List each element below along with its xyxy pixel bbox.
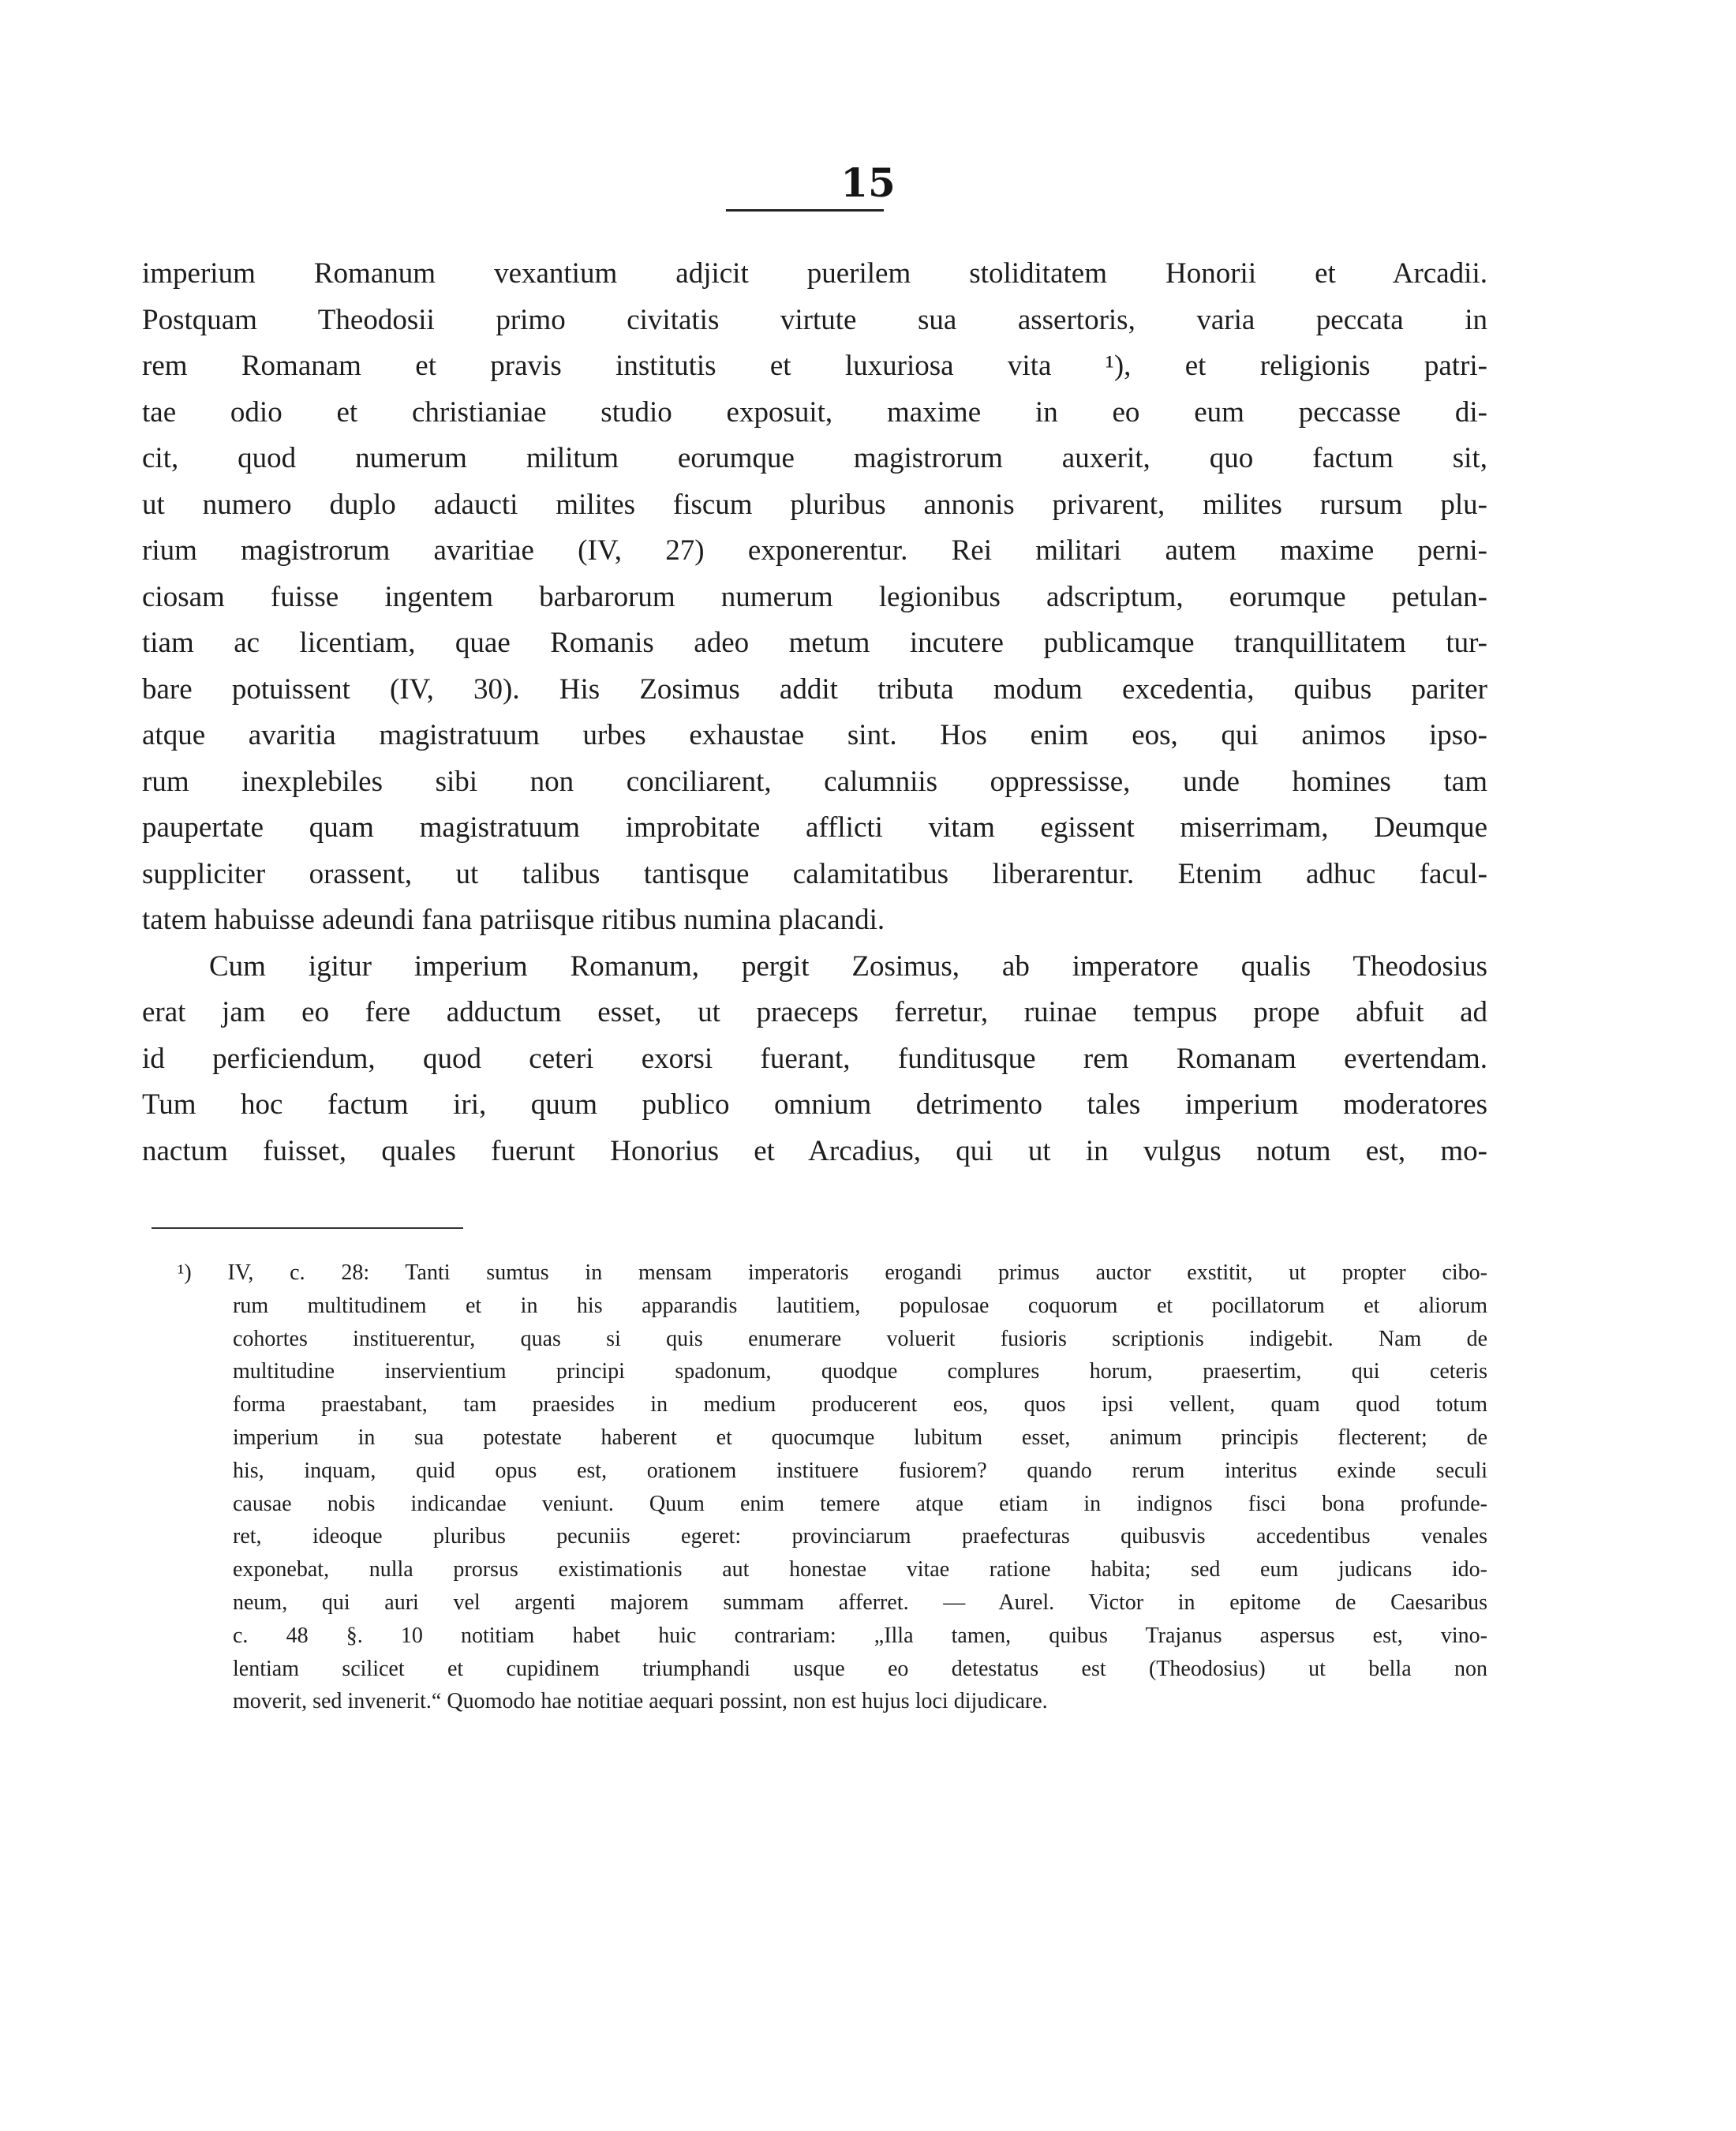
footnote-line: rum multitudinem et in his apparandis lautitiem, populosae coquorum et pocillatorum et aliorum [233, 1293, 1487, 1318]
text-line: bare potuissent (IV, 30). His Zosimus addit tributa modum excedentia, quibus pariter [142, 672, 1487, 706]
text-line: rem Romanam et pravis institutis et luxuriosa vita ¹), et religionis patri- [142, 350, 1487, 382]
page-number-rule [726, 209, 884, 212]
footnote-line: ¹) IV, c. 28: Tanti sumtus in mensam imperatoris erogandi primus auctor exstitit, ut propter cibo- [178, 1260, 1487, 1285]
footnote-line: imperium in sua potestate haberent et quocumque lubitum esset, animum principis flecterent; de [233, 1425, 1487, 1450]
page-number: 15 [840, 159, 896, 206]
text-line: rium magistrorum avaritiae (IV, 27) exponerentur. Rei militari autem maxime perni- [142, 534, 1487, 567]
text-line: erat jam eo fere adductum esset, ut praeceps ferretur, ruinae tempus prope abfuit ad [142, 996, 1487, 1028]
text-line: id perficiendum, quod ceteri exorsi fuerant, funditusque rem Romanam evertendam. [142, 1042, 1487, 1075]
text-line: tiam ac licentiam, quae Romanis adeo metum incutere publicamque tranquillitatem tur- [142, 627, 1487, 659]
text-line: tatem habuisse adeundi fana patriisque ritibus numina placandi. [142, 904, 885, 936]
footnote-line: his, inquam, quid opus est, orationem instituere fusiorem? quando rerum interitus exinde seculi [233, 1458, 1487, 1483]
footnote-line: c. 48 §. 10 notitiam habet huic contrariam: „Illa tamen, quibus Trajanus aspersus est, vino- [233, 1623, 1487, 1648]
main-text-block [142, 251, 1487, 1174]
text-line: paupertate quam magistratuum improbitate afflicti vitam egissent miserrimam, Deumque [142, 811, 1487, 844]
text-line: nactum fuisset, quales fuerunt Honorius et Arcadius, qui ut in vulgus notum est, mo- [142, 1134, 1487, 1167]
text-line: ut numero duplo adaucti milites fiscum pluribus annonis privarent, milites rursum plu- [142, 488, 1487, 521]
footnote-line: lentiam scilicet et cupidinem triumphandi usque eo detestatus est (Theodosius) ut bella non [233, 1656, 1487, 1681]
text-line: ciosam fuisse ingentem barbarorum numerum legionibus adscriptum, eorumque petulan- [142, 580, 1487, 613]
footnote-line: moverit, sed invenerit.“ Quomodo hae notitiae aequari possint, non est hujus loci dijudicare. [233, 1689, 1048, 1714]
footnote-line: causae nobis indicandae veniunt. Quum enim temere atque etiam in indignos fisci bona profunde- [233, 1491, 1487, 1516]
text-line: cit, quod numerum militum eorumque magistrorum auxerit, quo factum sit, [142, 442, 1487, 474]
text-line: Cum igitur imperium Romanum, pergit Zosimus, ab imperatore qualis Theodosius [209, 949, 1487, 983]
text-line: atque avaritia magistratuum urbes exhaustae sint. Hos enim eos, qui animos ipso- [142, 719, 1487, 751]
footnote-line: ret, ideoque pluribus pecuniis egeret: provinciarum praefecturas quibusvis accedentibus venales [233, 1524, 1487, 1549]
text-line: Postquam Theodosii primo civitatis virtute sua assertoris, varia peccata in [142, 303, 1487, 336]
footnote-line: exponebat, nulla prorsus existimationis aut honestae vitae ratione habita; sed eum judicans ido- [233, 1557, 1487, 1582]
text-line: imperium Romanum vexantium adjicit puerilem stoliditatem Honorii et Arcadii. [142, 257, 1487, 290]
footnote-line: forma praestabant, tam praesides in medium producerent eos, quos ipsi vellent, quam quod totum [233, 1392, 1487, 1418]
text-line: Tum hoc factum iri, quum publico omnium detrimento tales imperium moderatores [142, 1088, 1487, 1121]
footnote-block [178, 1257, 1487, 1718]
text-line: tae odio et christianiae studio exposuit, maxime in eo eum peccasse di- [142, 395, 1487, 429]
text-line: rum inexplebiles sibi non conciliarent, calumniis oppressisse, unde homines tam [142, 765, 1487, 798]
text-line: suppliciter orassent, ut talibus tantisque calamitatibus liberarentur. Etenim adhuc facul- [142, 857, 1487, 890]
footnote-line: cohortes instituerentur, quas si quis enumerare voluerit fusioris scriptionis indigebit. Nam de [233, 1326, 1487, 1351]
footnote-separator [152, 1227, 463, 1229]
footnote-line: multitudine inservientium principi spadonum, quodque complures horum, praesertim, qui ceteris [233, 1359, 1487, 1384]
footnote-line: neum, qui auri vel argenti majorem summam afferret. — Aurel. Victor in epitome de Caesaribus [233, 1590, 1487, 1615]
